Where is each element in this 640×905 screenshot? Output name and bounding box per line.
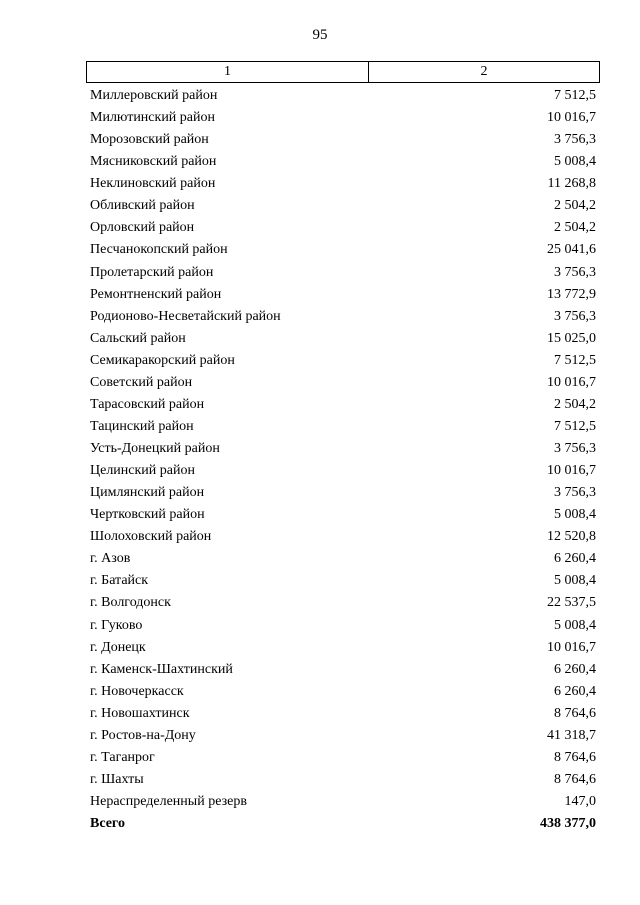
table-row [90, 129, 596, 151]
row-value: 3 756,3 [554, 132, 596, 148]
row-name: г. Волгодонск [90, 595, 171, 611]
table-row [90, 592, 596, 614]
row-name: Родионово-Несветайский район [90, 308, 281, 324]
table-row [90, 394, 596, 416]
row-name: Цимлянский район [90, 485, 205, 501]
row-value: 7 512,5 [554, 418, 596, 434]
row-name: Обливский район [90, 198, 195, 214]
row-value: 10 016,7 [547, 639, 596, 655]
table-row [90, 681, 596, 703]
table-row [90, 659, 596, 681]
table-row [90, 350, 596, 372]
row-name: Песчанокопский район [90, 242, 228, 258]
row-value: 8 764,6 [554, 771, 596, 787]
row-name: г. Шахты [90, 771, 144, 787]
row-name: г. Таганрог [90, 749, 155, 765]
table-row [90, 195, 596, 217]
row-value: 7 512,5 [554, 352, 596, 368]
table-row [90, 438, 596, 460]
table-row [90, 262, 596, 284]
row-name: г. Каменск-Шахтинский [90, 661, 233, 677]
row-value: 6 260,4 [554, 683, 596, 699]
page-number: 95 [312, 27, 328, 43]
row-name: Нераспределенный резерв [90, 794, 247, 810]
row-value: 2 504,2 [554, 396, 596, 412]
table-row [90, 416, 596, 438]
row-name: Орловский район [90, 220, 195, 236]
row-value: 8 764,6 [554, 749, 596, 765]
row-value: 438 377,0 [540, 816, 596, 832]
row-value: 147,0 [564, 794, 596, 810]
row-name: г. Донецк [90, 639, 146, 655]
row-name: г. Новошахтинск [90, 705, 190, 721]
row-value: 13 772,9 [547, 286, 596, 302]
row-value: 10 016,7 [547, 463, 596, 479]
row-name: Пролетарский район [90, 264, 214, 280]
row-value: 5 008,4 [554, 154, 596, 170]
row-name: Неклиновский район [90, 176, 216, 192]
table-row [90, 482, 596, 504]
row-name: Морозовский район [90, 132, 209, 148]
table-row [90, 107, 596, 129]
table-row [90, 570, 596, 592]
row-value: 2 504,2 [554, 198, 596, 214]
table-header [86, 61, 600, 83]
table-row [90, 725, 596, 747]
row-value: 5 008,4 [554, 573, 596, 589]
table-row [90, 372, 596, 394]
table-row [90, 306, 596, 328]
table-row [90, 460, 596, 482]
table-row [90, 504, 596, 526]
row-name: Тарасовский район [90, 396, 205, 412]
row-value: 12 520,8 [547, 529, 596, 545]
row-name: г. Азов [90, 551, 131, 567]
table-row [90, 526, 596, 548]
row-value: 3 756,3 [554, 441, 596, 457]
row-name: Целинский район [90, 463, 195, 479]
table-row [90, 769, 596, 791]
row-value: 10 016,7 [547, 110, 596, 126]
row-name: г. Батайск [90, 573, 149, 589]
table-row [90, 151, 596, 173]
row-name: Семикаракорский район [90, 352, 235, 368]
table-row [90, 615, 596, 637]
row-value: 2 504,2 [554, 220, 596, 236]
column-header-1: 1 [87, 62, 369, 82]
row-name: Шолоховский район [90, 529, 212, 545]
row-name: Всего [90, 816, 125, 832]
row-name: Миллеровский район [90, 88, 218, 104]
row-name: Ремонтненский район [90, 286, 222, 302]
row-value: 3 756,3 [554, 308, 596, 324]
table-row [90, 284, 596, 306]
row-value: 11 268,8 [547, 176, 596, 192]
row-value: 6 260,4 [554, 551, 596, 567]
row-value: 5 008,4 [554, 617, 596, 633]
row-value: 15 025,0 [547, 330, 596, 346]
row-name: Усть-Донецкий район [90, 441, 220, 457]
table-row [90, 791, 596, 813]
row-value: 3 756,3 [554, 264, 596, 280]
table-body [90, 85, 596, 835]
table-row [90, 328, 596, 350]
row-name: Советский район [90, 374, 193, 390]
row-value: 25 041,6 [547, 242, 596, 258]
row-value: 10 016,7 [547, 374, 596, 390]
row-name: г. Новочеркасск [90, 683, 184, 699]
row-name: Тацинский район [90, 418, 194, 434]
row-value: 7 512,5 [554, 88, 596, 104]
row-value: 6 260,4 [554, 661, 596, 677]
row-name: Мясниковский район [90, 154, 217, 170]
row-value: 3 756,3 [554, 485, 596, 501]
row-value: 22 537,5 [547, 595, 596, 611]
table-row [90, 548, 596, 570]
total-row [90, 813, 596, 835]
row-value: 8 764,6 [554, 705, 596, 721]
row-name: г. Гуково [90, 617, 143, 633]
row-name: Чертковский район [90, 507, 205, 523]
column-header-2: 2 [480, 64, 488, 79]
row-name: Милютинский район [90, 110, 216, 126]
row-value: 41 318,7 [547, 727, 596, 743]
table-row [90, 173, 596, 195]
table-row [90, 747, 596, 769]
table-row [90, 85, 596, 107]
row-name: г. Ростов-на-Дону [90, 727, 196, 743]
table-row [90, 703, 596, 725]
row-name: Сальский район [90, 330, 186, 346]
row-value: 5 008,4 [554, 507, 596, 523]
table-row [90, 239, 596, 261]
table-row [90, 217, 596, 239]
table-row [90, 637, 596, 659]
